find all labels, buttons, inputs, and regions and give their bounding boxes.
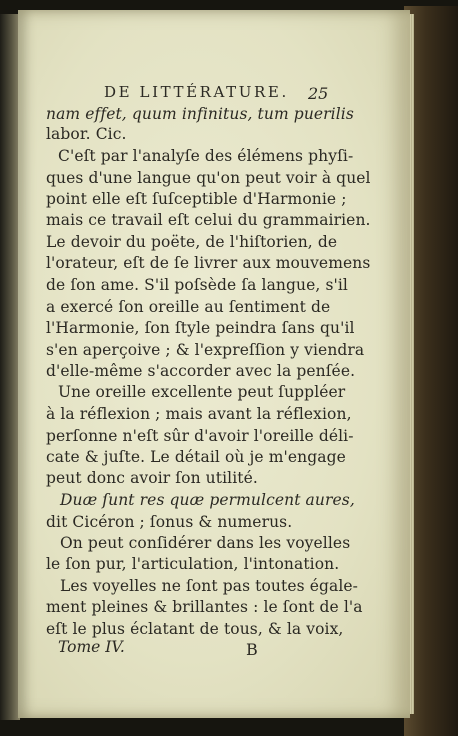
- text-line: nam effet, quum infinitus, tum puerilis: [46, 105, 354, 123]
- gathering-mark: B: [246, 640, 258, 659]
- text-line: l'orateur, eſt de ſe livrer aux mouvemens: [46, 254, 371, 272]
- text-line: l'Harmonie, ſon ſtyle peindra ſans qu'il: [46, 319, 355, 337]
- text-line: point elle eſt ſuſceptible d'Harmonie ;: [46, 190, 347, 208]
- page-number: 25: [308, 84, 329, 103]
- text-line: s'en aperçoive ; & l'expreſſion y viendra: [46, 341, 365, 359]
- text-line: peut donc avoir ſon utilité.: [46, 469, 258, 487]
- running-title: DE LITTÉRATURE.: [104, 83, 289, 101]
- text-line: C'eſt par l'analyſe des élémens phyſi-: [58, 147, 354, 165]
- text-line: dit Cicéron ; ſonus & numerus.: [46, 513, 293, 531]
- text-line: eſt le plus éclatant de tous, & la voix,: [46, 620, 344, 638]
- volume-signature: Tome IV.: [58, 638, 125, 656]
- text-line: ques d'une langue qu'on peut voir à quel: [46, 169, 371, 187]
- text-line: Les voyelles ne ſont pas toutes égale-: [60, 577, 358, 595]
- text-line: labor. Cic.: [46, 125, 127, 143]
- text-line: mais ce travail eſt celui du grammairien.: [46, 211, 371, 229]
- text-line: à la réflexion ; mais avant la réflexion,: [46, 405, 352, 423]
- text-line: Duæ ſunt res quæ permulcent aures,: [60, 491, 355, 509]
- text-line: Le devoir du poëte, de l'hiſtorien, de: [46, 233, 338, 251]
- text-line: On peut conſidérer dans les voyelles: [60, 534, 351, 552]
- text-line: perſonne n'eſt sûr d'avoir l'oreille déli-: [46, 427, 354, 445]
- book-gutter: [0, 14, 20, 720]
- text-line: Une oreille excellente peut ſuppléer: [58, 383, 346, 401]
- text-line: d'elle-même s'accorder avec la penſée.: [46, 362, 356, 380]
- text-line: de ſon ame. S'il poſsède ſa langue, s'il: [46, 276, 348, 294]
- text-line: ment pleines & brillantes : le ſont de l'a: [46, 598, 363, 616]
- text-line: le ſon pur, l'articulation, l'intonation.: [46, 555, 340, 573]
- text-line: cate & juſte. Le détail où je m'engage: [46, 448, 346, 466]
- text-line: a exercé ſon oreille au ſentiment de: [46, 298, 331, 316]
